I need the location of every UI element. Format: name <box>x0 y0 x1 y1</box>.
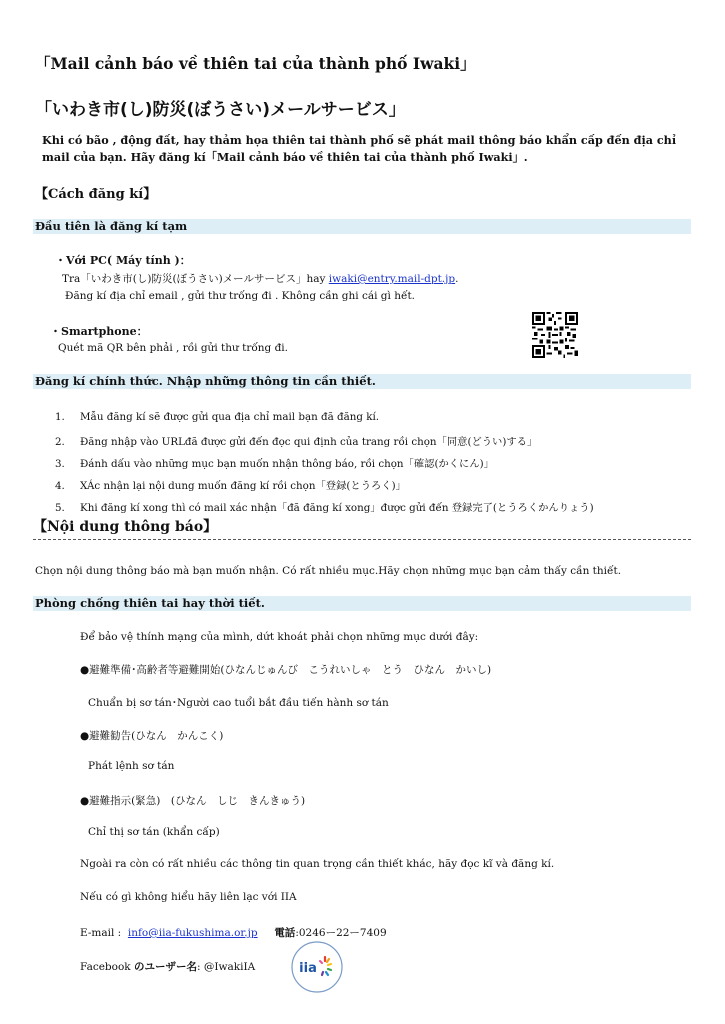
registration-heading: 【Cách đăng kí】 <box>35 187 157 202</box>
step-text: Khi đăng kí xong thì có mail xác nhận「đã đăng kí xong」được gửi đến 登録完了(とうろくかんりょう) <box>80 502 594 514</box>
formal-registration-heading: Đăng kí chính thức. Nhập những thông tin cần thiết. <box>35 374 376 388</box>
logo-text: iia <box>299 961 317 976</box>
temp-registration-heading: Đầu tiên là đăng kí tạm <box>35 219 188 233</box>
step-text: Mẫu đăng kí sẽ được gửi qua địa chỉ mail bạn đã đăng kí. <box>80 411 380 423</box>
weather-band <box>33 596 691 611</box>
step-text: Đăng nhập vào URLđã được gửi đến đọc qui định của trang rồi chọn「同意(どうい)する」 <box>80 436 538 448</box>
registration-email-link[interactable]: iwaki@entry.mail-dpt.jp <box>328 273 456 285</box>
step-number: 5. <box>55 502 65 514</box>
step-number: 2. <box>55 436 65 448</box>
facebook-label: Facebook <box>80 961 131 973</box>
contact-email-row <box>80 925 387 940</box>
iia-logo-icon <box>291 941 343 993</box>
content-intro: Chọn nội dung thông báo mà bạn muốn nhận. Có rất nhiều mục.Hãy chọn những mục bạn cảm thấy cần thiết. <box>35 565 622 577</box>
step-text: XÁc nhận lại nội dung muốn đăng kí rồi chọn「登録(とうろく)」 <box>80 480 406 492</box>
intro-paragraph: Khi có bão , động đất, hay thảm họa thiên tai thành phố sẽ phát mail thông báo khẩn cấp đến địa chỉ mail của bạn. Hãy đăng kí「Mail cảnh báo về thiên tai của thành phố Iwaki」. <box>42 133 677 164</box>
contact-line: Nếu có gì không hiểu hãy liên lạc với IIA <box>80 891 297 903</box>
content-heading: 【Nội dung thông báo】 <box>33 519 218 535</box>
title-vietnamese: 「Mail cảnh báo về thiên tai của thành phố Iwaki」 <box>35 54 476 73</box>
item-1-japanese: ●避難準備･高齢者等避難開始(ひなんじゅんび こうれいしゃ とう ひなん かいし) <box>80 664 492 676</box>
facebook-username: : @IwakiIA <box>197 961 256 973</box>
pc-line-1-prefix: Tra「いわき市(し)防災(ぼうさい)メールサービス」hay <box>62 273 329 285</box>
pc-line-1 <box>62 271 458 286</box>
step-2 <box>55 433 537 448</box>
step-1 <box>55 411 379 423</box>
phone-label: 電話 <box>274 927 296 939</box>
weather-heading: Phòng chống thiên tai hay thời tiết. <box>35 596 265 610</box>
pc-line-1-suffix: . <box>455 273 459 285</box>
pc-line-2: Đăng kí địa chỉ email , gửi thư trống đi . Không cần ghi cái gì hết. <box>65 290 416 302</box>
pc-label: ・Với PC( Máy tính )： <box>55 254 191 267</box>
formal-registration-band <box>33 374 691 389</box>
step-number: 3. <box>55 458 65 470</box>
item-3-vietnamese: Chỉ thị sơ tán (khẩn cấp) <box>88 826 220 838</box>
step-5 <box>55 499 594 514</box>
facebook-row <box>80 959 255 974</box>
item-2-vietnamese: Phát lệnh sơ tán <box>88 760 175 772</box>
facebook-username-label: のユーザー名 <box>134 961 197 973</box>
item-2-japanese: ●避難勧告(ひなん かんこく) <box>80 730 224 742</box>
email-label: E-mail : <box>80 927 122 939</box>
item-3-japanese: ●避難指示(緊急) (ひなん しじ きんきゅう) <box>80 795 306 807</box>
phone-number: :0246ー22ー7409 <box>295 927 387 939</box>
step-4 <box>55 477 406 492</box>
temp-registration-band <box>33 219 691 234</box>
smartphone-label: ・Smartphone： <box>50 325 148 338</box>
title-japanese: 「いわき市(し)防災(ぼうさい)メールサービス」 <box>35 100 406 120</box>
step-3 <box>55 455 494 470</box>
other-info: Ngoài ra còn có rất nhiều các thông tin quan trọng cần thiết khác, hãy đọc kĩ và đăng kí. <box>80 858 555 870</box>
step-number: 4. <box>55 480 65 492</box>
qr-code-icon[interactable] <box>532 312 578 358</box>
step-text: Đánh dấu vào những mục bạn muốn nhận thông báo, rồi chọn「確認(かくにん)」 <box>80 458 494 470</box>
dashed-divider <box>33 539 691 540</box>
item-1-vietnamese: Chuẩn bị sơ tán･Người cao tuổi bắt đầu tiến hành sơ tán <box>88 697 389 709</box>
contact-email-link[interactable]: info@iia-fukushima.or.jp <box>127 927 258 939</box>
step-number: 1. <box>55 411 65 423</box>
smartphone-line: Quét mã QR bên phải , rồi gửi thư trống đi. <box>58 342 289 354</box>
lead-text: Để bảo vệ thính mạng của mình, dứt khoát phải chọn những mục dưới đây: <box>80 631 479 643</box>
